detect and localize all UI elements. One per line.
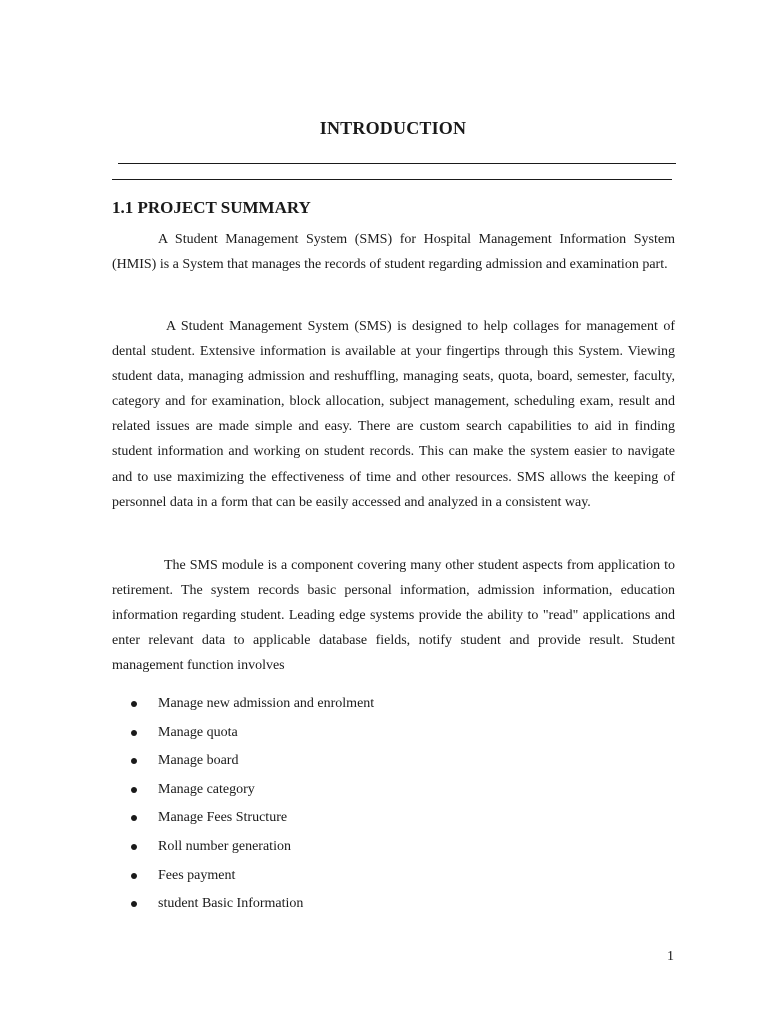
bullet-icon [131,730,137,736]
list-item-text: Manage category [158,781,255,797]
page-number: 1 [667,949,674,964]
title-underline-top [118,163,676,164]
paragraph-1: A Student Management System (SMS) for Hospital Management Information System (HMIS) is a System that manages the records of student regarding admission and examination part. [112,232,675,273]
list-item-text: Roll number generation [158,838,291,854]
bullet-icon [131,701,137,707]
list-item-text: Manage quota [158,724,238,740]
bullet-icon [131,787,137,793]
list-item-text: student Basic Information [158,896,304,912]
bullet-icon [131,873,137,879]
list-item-text: Manage board [158,753,239,769]
bullet-icon [131,815,137,821]
bullet-icon [131,901,137,907]
title-underline-bottom [112,179,672,180]
paragraph-3: The SMS module is a component covering many other student aspects from application to retirement. The system records basic personal information, admission information, education information regarding student. Leading edge systems provide the ability to "read" applications and enter relevant data to applicable database fields, notify student and provide result. Student management function involves [112,558,675,674]
list-item-text: Fees payment [158,867,236,883]
list-item-text: Manage new admission and enrolment [158,696,375,711]
bullet-icon [131,758,137,764]
section-heading: 1.1 PROJECT SUMMARY [112,198,311,217]
bullet-icon [131,844,137,850]
page-title: INTRODUCTION [319,118,467,138]
paragraph-2: A Student Management System (SMS) is designed to help collages for management of dental student. Extensive information is available at your fingertips through this System. Viewing student data, managing admission and reshuffling, managing seats, quota, board, semester, faculty, category and for examination, block allocation, subject management, scheduling exam, result and related issues are made simple and easy. There are custom search capabilities to aid in finding student information and working on student records. This can make the system easier to navigate and to use maximizing the effectiveness of time and other resources. SMS allows the keeping of personnel data in a form that can be easily accessed and analyzed in a consistent way. [112,319,675,510]
list-item-text: Manage Fees Structure [158,810,288,826]
